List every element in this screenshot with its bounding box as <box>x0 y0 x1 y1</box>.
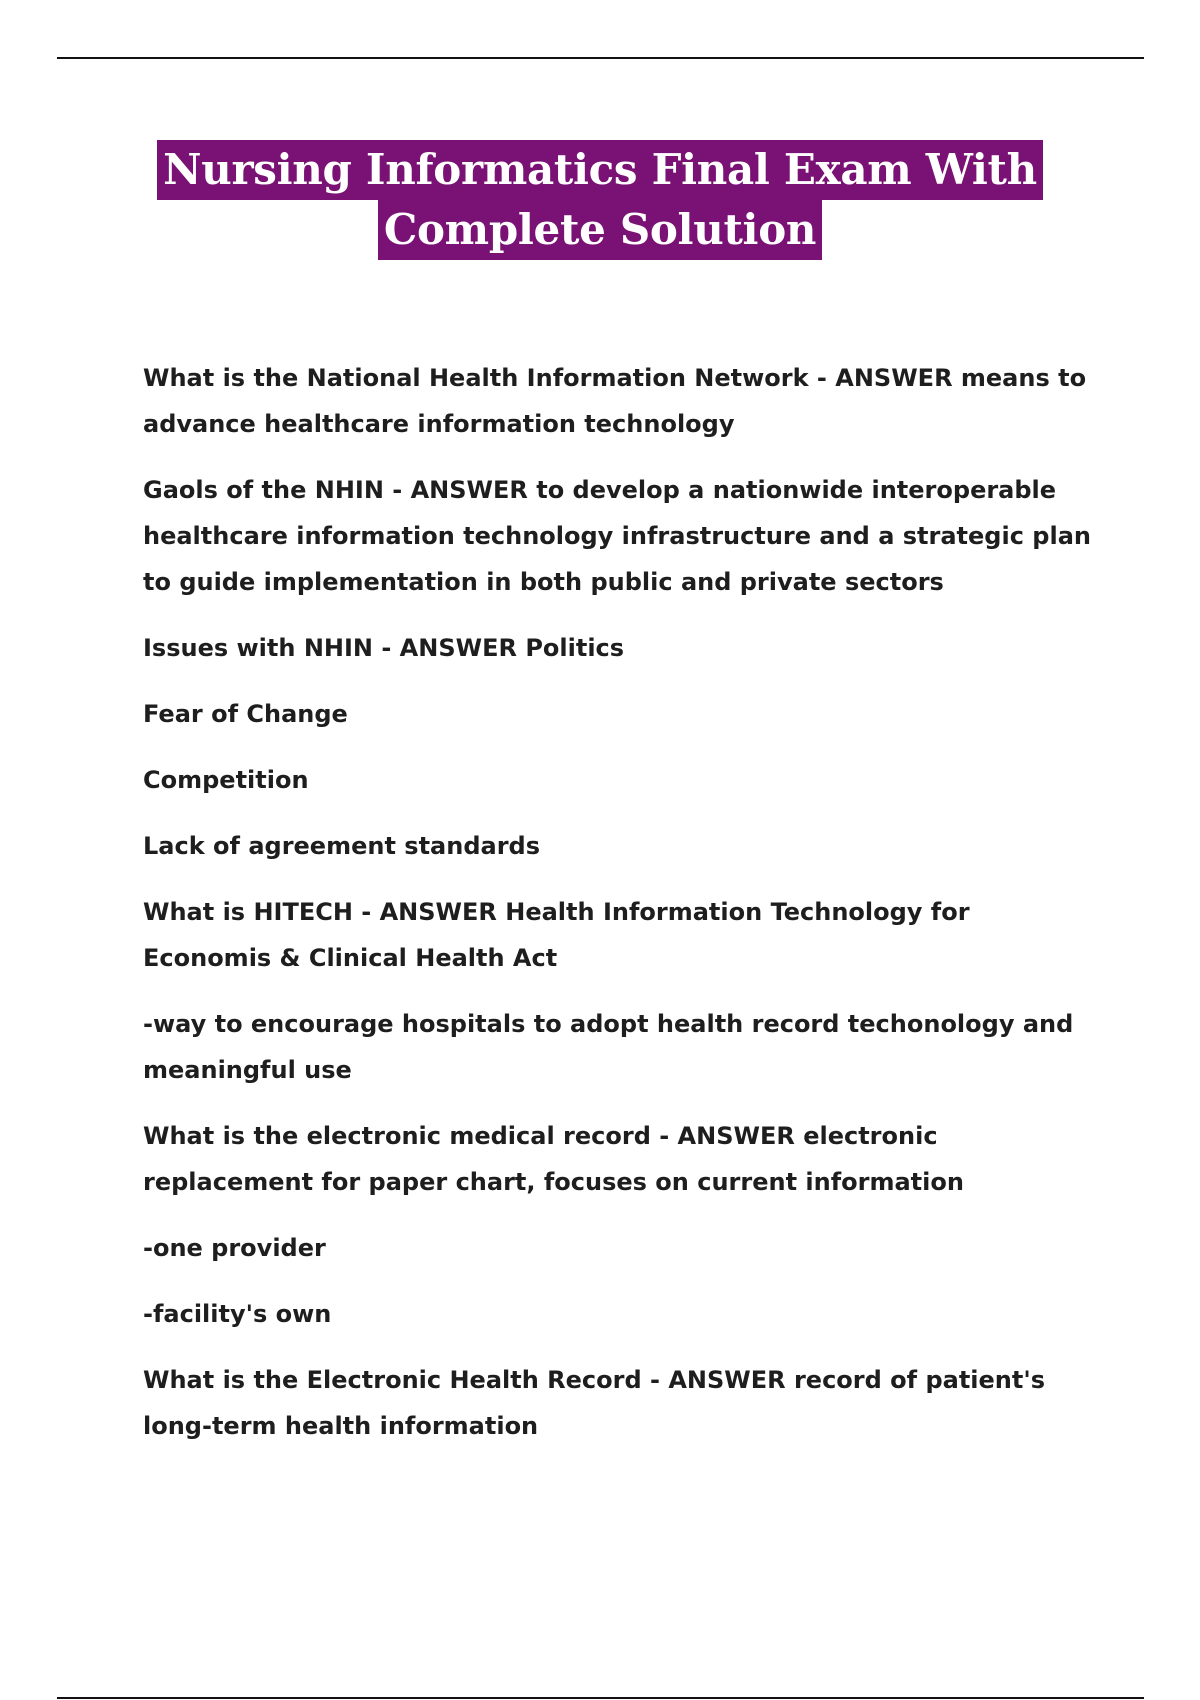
qa-nhin-issues: Issues with NHIN - ANSWER Politics <box>143 634 625 662</box>
qa-nhin-definition: What is the National Health Information Network - ANSWER means to advance healthcare information technology <box>143 364 1087 438</box>
bottom-rule <box>57 1697 1144 1699</box>
list-item-facility-own: -facility's own <box>143 1300 332 1328</box>
list-item-fear-of-change: Fear of Change <box>143 700 348 728</box>
qa-ehr: What is the Electronic Health Record - ANSWER record of patient's long-term health information <box>143 1366 1045 1440</box>
qa-nhin-goals: Gaols of the NHIN - ANSWER to develop a nationwide interoperable healthcare information technology infrastructure and a strategic plan to guide implementation in both public and private sectors <box>143 476 1091 596</box>
title-line-1: Nursing Informatics Final Exam With <box>157 140 1043 200</box>
list-item-lack-of-standards: Lack of agreement standards <box>143 832 540 860</box>
list-item-competition: Competition <box>143 766 309 794</box>
document-title <box>0 140 1200 260</box>
title-line-2: Complete Solution <box>378 200 822 260</box>
top-rule <box>57 57 1144 59</box>
document-body <box>143 355 1103 1469</box>
qa-emr: What is the electronic medical record - ANSWER electronic replacement for paper chart, focuses on current information <box>143 1122 964 1196</box>
list-item-hitech-purpose: -way to encourage hospitals to adopt health record techonology and meaningful use <box>143 1010 1074 1084</box>
list-item-one-provider: -one provider <box>143 1234 326 1262</box>
qa-hitech: What is HITECH - ANSWER Health Information Technology for Economis & Clinical Health Act <box>143 898 970 972</box>
